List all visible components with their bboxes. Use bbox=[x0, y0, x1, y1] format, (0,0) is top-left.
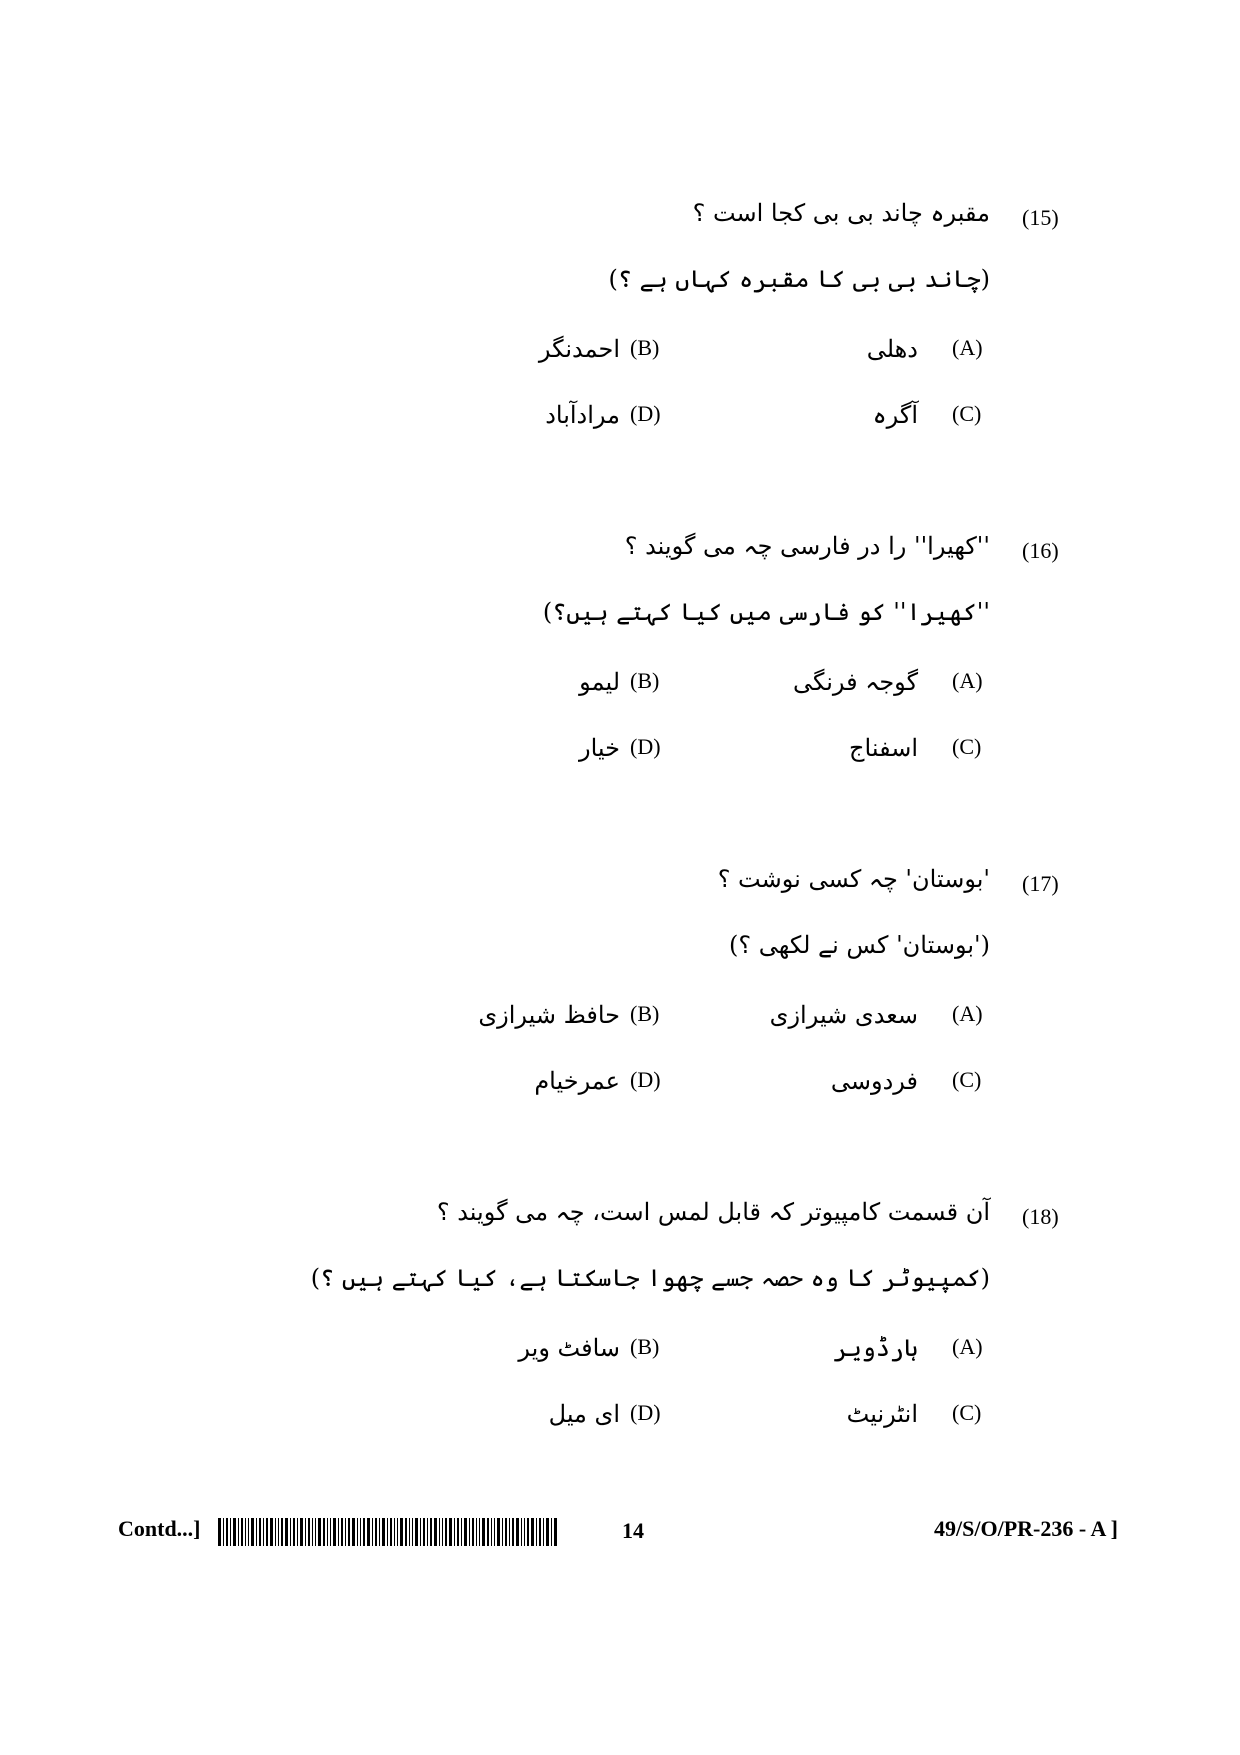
option-d-label: (D) bbox=[630, 1400, 661, 1425]
option-a-text: ہارڈویر bbox=[833, 1334, 918, 1362]
question-stem-urdu: (کمپیوٹر کا وہ حصہ جسے چھوا جاسکتا ہے، کیا کہتے ہیں ؟) bbox=[310, 1264, 990, 1292]
option-d-text: خیار bbox=[579, 734, 620, 762]
question-stem-persian: 'بوستان' چہ کسی نوشت ؟ bbox=[717, 865, 990, 893]
question-17 bbox=[0, 865, 1240, 1171]
contd-label: Contd...] bbox=[118, 1516, 201, 1541]
option-a-text: دھلی bbox=[866, 335, 918, 363]
question-15 bbox=[0, 199, 1240, 505]
question-16 bbox=[0, 532, 1240, 838]
option-c-label: (C) bbox=[952, 734, 982, 759]
option-b-text: لیمو bbox=[579, 668, 620, 696]
question-stem-persian: ''کھیرا'' را در فارسی چہ می گویند ؟ bbox=[624, 532, 990, 560]
option-a-label: (A) bbox=[952, 335, 983, 360]
option-c-text: انٹرنیٹ bbox=[846, 1400, 918, 1428]
option-d-text: عمرخیام bbox=[534, 1067, 620, 1095]
question-number: (17) bbox=[1022, 871, 1059, 896]
question-stem-urdu: (چاند بی بی کا مقبرہ کہاں ہے ؟) bbox=[608, 265, 990, 293]
question-number: (16) bbox=[1022, 538, 1059, 563]
question-number: (15) bbox=[1022, 205, 1059, 230]
option-a-text: گوجہ فرنگی bbox=[792, 668, 918, 696]
question-stem-urdu: ''کھیرا'' کو فارسی میں کیا کہتے ہیں؟) bbox=[542, 598, 990, 626]
option-c-text: فردوسی bbox=[830, 1067, 918, 1095]
option-a-text: سعدی شیرازی bbox=[769, 1001, 918, 1029]
option-b-text: حافظ شیرازی bbox=[478, 1001, 620, 1029]
option-b-text: احمدنگر bbox=[538, 335, 620, 363]
option-b-label: (B) bbox=[630, 1001, 660, 1026]
option-b-text: سافٹ ویر bbox=[518, 1334, 620, 1362]
option-c-label: (C) bbox=[952, 1400, 982, 1425]
option-a-label: (A) bbox=[952, 1334, 983, 1359]
question-stem-urdu: ('بوستان' کس نے لکھی ؟) bbox=[729, 931, 990, 959]
option-a-label: (A) bbox=[952, 1001, 983, 1026]
barcode-image bbox=[218, 1518, 558, 1546]
option-d-label: (D) bbox=[630, 401, 661, 426]
option-b-label: (B) bbox=[630, 335, 660, 360]
question-stem-persian: آن قسمت کامپیوتر کہ قابل لمس است، چہ می گویند ؟ bbox=[436, 1198, 990, 1226]
option-c-label: (C) bbox=[952, 401, 982, 426]
option-d-text: مرادآباد bbox=[545, 401, 620, 429]
question-number: (18) bbox=[1022, 1204, 1059, 1229]
paper-code: 49/S/O/PR-236 - A ] bbox=[934, 1516, 1118, 1541]
option-d-label: (D) bbox=[630, 1067, 661, 1092]
option-d-label: (D) bbox=[630, 734, 661, 759]
option-a-label: (A) bbox=[952, 668, 983, 693]
option-b-label: (B) bbox=[630, 1334, 660, 1359]
question-stem-persian: مقبرہ چاند بی بی کجا است ؟ bbox=[692, 199, 990, 227]
page-number: 14 bbox=[622, 1518, 644, 1543]
option-c-label: (C) bbox=[952, 1067, 982, 1092]
question-18 bbox=[0, 1198, 1240, 1504]
option-d-text: ای میل bbox=[548, 1400, 620, 1428]
page-footer bbox=[0, 1516, 1240, 1556]
option-c-text: اسفناج bbox=[849, 734, 918, 762]
option-b-label: (B) bbox=[630, 668, 660, 693]
option-c-text: آگرہ bbox=[872, 401, 918, 429]
